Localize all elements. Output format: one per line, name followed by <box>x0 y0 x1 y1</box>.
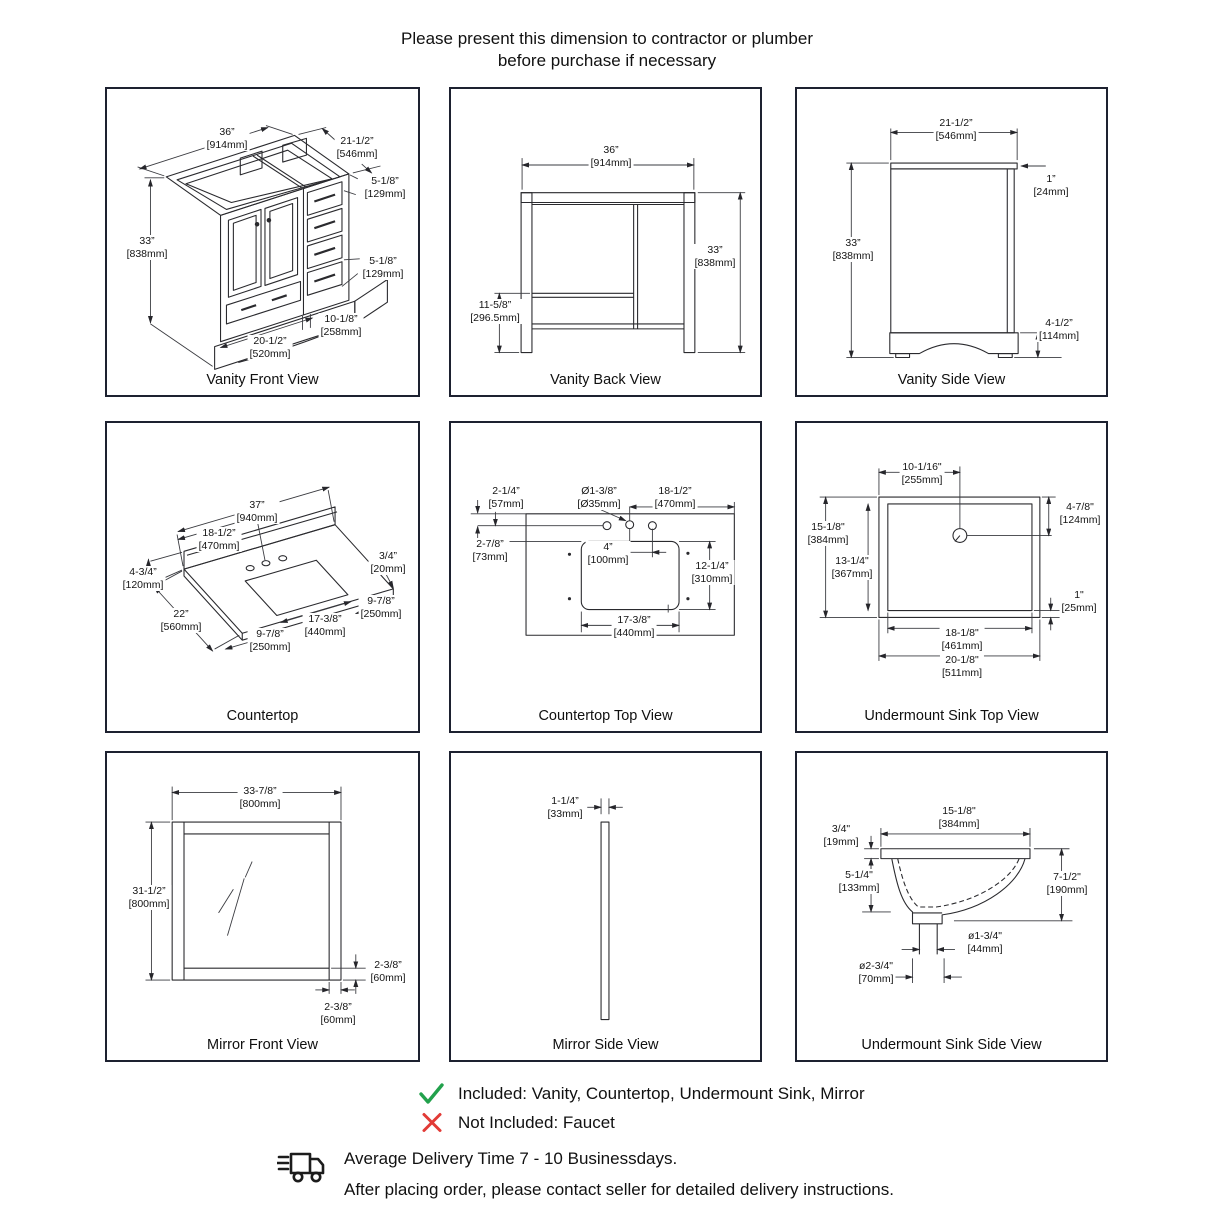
included-text: Included: Vanity, Countertop, Undermount Sink, Mirror <box>458 1084 865 1103</box>
panel-title: Undermount Sink Side View <box>861 1037 1042 1053</box>
panel-countertop <box>105 421 420 733</box>
dim-bottom-drawer: 5-1/8” [129mm] <box>362 255 404 280</box>
panel-title: Countertop <box>226 708 299 724</box>
dim-outer-width: 20-1/8" [511mm] <box>941 654 983 679</box>
dim-rim-thickness: 3/4" [19mm] <box>823 823 859 848</box>
dim-back-width: 36” [914mm] <box>590 144 632 169</box>
legend-not-included-row <box>421 1112 615 1133</box>
dim-drain-diameter: ø1-3/4" [44mm] <box>967 930 1003 955</box>
dim-countertop-length: 37” [940mm] <box>236 499 278 524</box>
dim-backsplash-height: 4-3/4” [120mm] <box>122 566 164 591</box>
dim-bowl-depth: 5-1/4" [133mm] <box>838 869 880 894</box>
panel-mirror-front-view <box>105 751 420 1062</box>
dim-hole-diameter: Ø1-3/8” [Ø35mm] <box>577 485 621 510</box>
panel-vanity-front-view <box>105 87 420 397</box>
dim-mirror-thickness: 1-1/4” [33mm] <box>547 795 583 820</box>
dim-drain-offset: 10-1/16" [255mm] <box>901 461 943 486</box>
cross-icon <box>421 1112 443 1133</box>
dim-countertop-thickness: 3/4” [20mm] <box>370 550 406 575</box>
panel-vanity-back-view <box>449 87 762 397</box>
dim-bowl-width: 15-1/8" [384mm] <box>938 805 980 830</box>
dim-base-width: 20-1/2” [520mm] <box>249 335 291 360</box>
dim-shelf-height: 11-5/8” [296.5mm] <box>470 299 520 324</box>
header-note-line2: before purchase if necessary <box>497 51 717 70</box>
dim-base-height: 4-1/2” [114mm] <box>1038 317 1080 342</box>
delivery-line1: Average Delivery Time 7 - 10 Businessdays. <box>344 1149 678 1168</box>
header-note-line1: Please present this dimension to contractor or plumber <box>401 29 813 48</box>
dim-rim: 1" [25mm] <box>1061 589 1097 614</box>
truck-icon <box>277 1147 327 1189</box>
dim-right-span: 18-1/2” [470mm] <box>654 485 696 510</box>
dim-hole-spacing: 4” [100mm] <box>587 541 629 566</box>
sink-side-drawing <box>797 753 1106 1060</box>
panel-sink-side-view <box>795 751 1108 1062</box>
dim-back-height: 33” [838mm] <box>694 244 736 269</box>
dim-faucet-span: 18-1/2” [470mm] <box>198 527 240 552</box>
panel-title: Vanity Front View <box>206 372 319 388</box>
dim-inner-depth: 13-1/4" [367mm] <box>831 555 873 580</box>
panel-sink-top-view <box>795 421 1108 733</box>
panel-mirror-side-view <box>449 751 762 1062</box>
delivery-line2: After placing order, please contact seller for detailed delivery instructions. <box>344 1180 894 1199</box>
dim-cutout-length: 17-3/8” [440mm] <box>304 613 346 638</box>
dim-back-offset: 4-7/8" [124mm] <box>1059 501 1101 526</box>
dim-toe-kick: 10-1/8” [258mm] <box>320 313 362 338</box>
dim-top-drawer: 5-1/8” [129mm] <box>364 175 406 200</box>
dim-vanity-height: 33” [838mm] <box>126 235 168 260</box>
panel-title: Undermount Sink Top View <box>864 708 1039 724</box>
legend-included-row <box>418 1082 865 1106</box>
dim-side-depth: 21-1/2” [546mm] <box>935 117 977 142</box>
panel-vanity-side-view <box>795 87 1108 397</box>
dim-right-offset: 9-7/8” [250mm] <box>360 595 402 620</box>
not-included-text: Not Included: Faucet <box>458 1112 615 1132</box>
dim-vanity-depth: 21-1/2” [546mm] <box>336 135 378 160</box>
vanity-back-drawing <box>451 89 760 395</box>
dim-vanity-width: 36” [914mm] <box>206 126 248 151</box>
mirror-side-drawing <box>451 753 760 1060</box>
dim-mirror-width: 33-7/8” [800mm] <box>239 785 281 810</box>
dim-drain-flange: ø2-3/4" [70mm] <box>858 960 894 985</box>
dim-inner-width: 18-1/8" [461mm] <box>941 627 983 652</box>
panel-title: Countertop Top View <box>538 708 673 724</box>
dim-cutout-length-top: 17-3/8” [440mm] <box>613 614 655 639</box>
dim-front-offset: 9-7/8” [250mm] <box>249 628 291 653</box>
dim-mirror-rail: 2-3/8” [60mm] <box>370 959 406 984</box>
panel-title: Mirror Front View <box>207 1037 318 1053</box>
panel-countertop-top-view <box>449 421 762 733</box>
dim-mirror-height: 31-1/2” [800mm] <box>128 885 170 910</box>
panel-title: Vanity Back View <box>550 372 661 388</box>
dim-top-thickness: 1” [24mm] <box>1033 173 1069 198</box>
dim-countertop-depth: 22” [560mm] <box>160 608 202 633</box>
panel-title: Mirror Side View <box>552 1037 659 1053</box>
dim-outer-depth: 15-1/8" [384mm] <box>807 521 849 546</box>
panel-title: Vanity Side View <box>897 372 1006 388</box>
dim-mirror-stile: 2-3/8” [60mm] <box>320 1001 356 1026</box>
dim-overall-depth: 7-1/2" [190mm] <box>1046 871 1088 896</box>
dim-side-height: 33” [838mm] <box>832 237 874 262</box>
dim-cutout-depth: 12-1/4” [310mm] <box>691 560 733 585</box>
dim-hole-edge-offset: 2-1/4” [57mm] <box>488 485 524 510</box>
dim-cutout-offset: 2-7/8” [73mm] <box>472 538 508 563</box>
check-icon <box>418 1082 445 1106</box>
